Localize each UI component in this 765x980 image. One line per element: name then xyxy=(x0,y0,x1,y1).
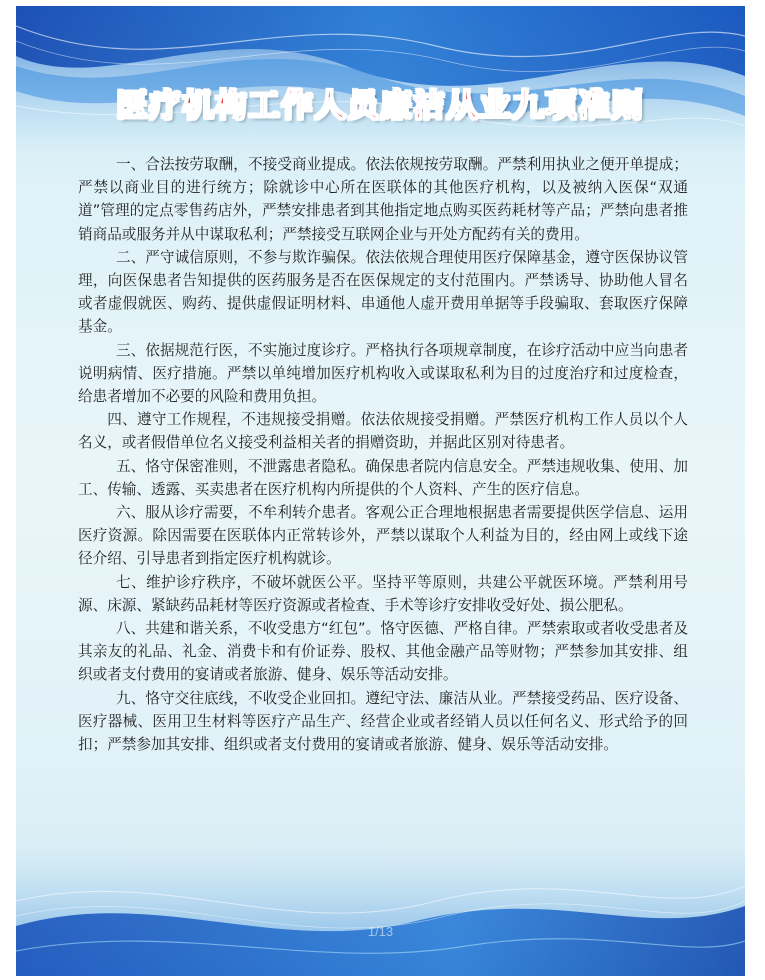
poster xyxy=(16,6,745,976)
bottom-wave-decoration xyxy=(16,846,745,976)
paragraph-6: 六、服从诊疗需要，不牟利转介患者。客观公正合理地根据患者需要提供医学信息、运用医疗资源。除因需要在医联体内正常转诊外，严禁以谋取个人利益为目的，经由网上或线下途径介绍、引导患者到指定医疗机构就诊。 xyxy=(78,504,688,568)
paragraph-8: 八、共建和谐关系，不收受患方“红包”。恪守医德、严格自律。严禁索取或者收受患者及其亲友的礼品、礼金、消费卡和有价证券、股权、其他金融产品等财物；严禁参加其安排、组织或者支付费用的宴请或者旅游、健身、娱乐等活动安排。 xyxy=(78,620,688,684)
paragraph-9: 九、恪守交往底线，不收受企业回扣。遵纪守法、廉洁从业。严禁接受药品、医疗设备、医疗器械、医用卫生材料等医疗产品生产、经营企业或者经销人员以任何名义、形式给予的回扣；严禁参加其安排、组织或者支付费用的宴请或者旅游、健身、娱乐等活动安排。 xyxy=(78,689,688,754)
paragraph-2: 二、严守诚信原则，不参与欺诈骗保。依法依规合理使用医疗保障基金，遵守医保协议管理，向医保患者告知提供的医药服务是否在医保规定的支付范围内。严禁诱导、协助他人冒名或者虚假就医、购药、提供虚假证明材料、串通他人虚开费用单据等手段骗取、套取医疗保障基金。 xyxy=(78,248,688,336)
document-body xyxy=(78,153,688,756)
document-title: 医疗机构工作人员廉洁从业九项准则 xyxy=(116,88,645,124)
paragraph-7: 七、维护诊疗秩序，不破坏就医公平。坚持平等原则，共建公平就医环境。严禁利用号源、床源、紧缺药品耗材等医疗资源或者检查、手术等诊疗安排收受好处、损公肥私。 xyxy=(78,573,688,614)
paragraph-3: 三、依据规范行医，不实施过度诊疗。严格执行各项规章制度，在诊疗活动中应当向患者说明病情、医疗措施。严禁以单纯增加医疗机构收入或谋取私利为目的过度治疗和过度检查，给患者增加不必要的风险和费用负担。 xyxy=(78,341,688,406)
paragraph-5: 五、恪守保密准则，不泄露患者隐私。确保患者院内信息安全。严禁违规收集、使用、加工、传输、透露、买卖患者在医疗机构内所提供的个人资料、产生的医疗信息。 xyxy=(78,457,688,498)
page-number: 1/13 xyxy=(367,924,394,939)
paragraph-4: 四、遵守工作规程，不违规接受捐赠。依法依规接受捐赠。严禁医疗机构工作人员以个人名义，或者假借单位名义接受利益相关者的捐赠资助，并据此区别对待患者。 xyxy=(78,411,688,452)
paragraph-1: 一、合法按劳取酬，不接受商业提成。依法依规按劳取酬。严禁利用执业之便开单提成；严禁以商业目的进行统方；除就诊中心所在医联体的其他医疗机构，以及被纳入医保“双通道”管理的定点零售药店外，严禁安排患者到其他指定地点购买医药耗材等产品；严禁向患者推销商品或服务并从中谋取私利；严禁接受互联网企业与开处方配药有关的费用。 xyxy=(78,156,688,243)
